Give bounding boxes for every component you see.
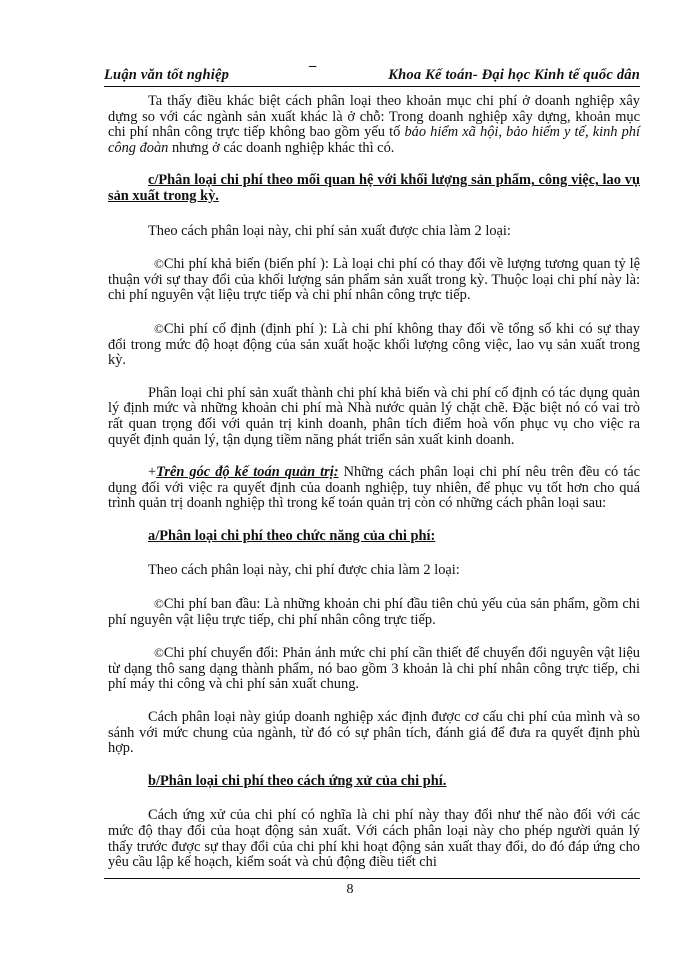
bullet-variable-cost <box>108 256 640 304</box>
section-heading-b: b/Phân loại chi phí theo cách ứng xử của chi phí. <box>148 772 447 789</box>
header-dash: – <box>309 58 317 74</box>
page-header <box>104 58 640 84</box>
bullet-conversion-cost <box>108 645 640 693</box>
bullet-text: Chi phí khả biến (biến phí ): Là loại chi phí có thay đổi về lượng tương quan tỷ lệ thuận với sự thay đổi của khối lượng sản phẩm sản xuất trong kỳ. Thuộc loại chi phí này là: chi phí nguyên vật liệu trực tiếp và chi phí nhân công trực tiếp. <box>108 256 640 304</box>
footer-divider <box>104 878 640 879</box>
paragraph-classification-purpose: Phân loại chi phí sản xuất thành chi phí khả biến và chi phí cố định có tác dụng quản lý định mức và những khoản chi phí mà Nhà nước quản lý chặt chẽ. Đặc biệt nó có vai trò rất quan trọng đối với quản trị kinh doanh, phân tích điểm hoà vốn phục vụ cho việc ra quyết định quản lý, tận dụng tiềm năng phát triển sản xuất kinh doanh. <box>108 384 640 448</box>
page-body <box>108 94 640 871</box>
bullet-initial-cost <box>108 596 640 628</box>
paragraph-text: Những cách phân loại chi phí nêu trên đều có tác dụng đối với việc ra quyết định của doanh nghiệp, tuy nhiên, để phục vụ tốt hơn cho quá trình quản trị doanh nghiệp thì trong kế toán quản trị còn có những cách phân loại sau: <box>108 464 641 512</box>
paragraph-management-accounting <box>108 465 640 512</box>
header-thesis-title: Luận văn tốt nghiệp <box>104 67 230 83</box>
paragraph-text: Ta thấy điều khác biệt cách phân loại theo khoản mục chi phí ở doanh nghiệp xây dựng so với các ngành sản xuất khác là ở chỗ: Trong doanh nghiệp xây dựng, khoản mục chi phí nhân công trực tiếp không bao gồm yếu tố <box>108 93 640 141</box>
copyright-bullet-icon: © <box>154 645 164 661</box>
paragraph-structure-benefit: Cách phân loại này giúp doanh nghiệp xác định được cơ cấu chi phí của mình và so sánh với mức chung của ngành, từ đó có sự phân tích, đánh giá để đưa ra quyết định phù hợp. <box>108 709 640 757</box>
paragraph-classification-intro: Theo cách phân loại này, chi phí sản xuất được chia làm 2 loại: <box>148 222 511 239</box>
section-heading-c: c/Phân loại chi phí theo mối quan hệ với khối lượng sản phẩm, công việc, lao vụ sản xuất trong kỳ. <box>108 172 640 204</box>
copyright-bullet-icon: © <box>154 596 164 612</box>
paragraph-text: nhưng ở các doanh nghiệp khác thì có. <box>168 139 395 156</box>
bullet-text: Chi phí ban đầu: Là những khoản chi phí đầu tiên chủ yếu của sản phẩm, gồm chi phí nguyên vật liệu trực tiếp, chi phí nhân công trực tiếp. <box>108 596 640 628</box>
section-heading-a: a/Phân loại chi phí theo chức năng của chi phí: <box>148 527 436 544</box>
plus-marker: + <box>148 464 157 481</box>
bullet-text: Chi phí chuyển đổi: Phản ánh mức chi phí cần thiết để chuyển đổi nguyên vật liệu từ dạng thô sang dạng thành phẩm, nó bao gồm 3 khoản là chi phí nhân công trực tiếp, chi phí máy thi công và chi phí sản xuất chung. <box>108 645 640 693</box>
bullet-text: Chi phí cố định (định phí ): Là chi phí không thay đổi về tổng số khi có sự thay đổi trong mức độ hoạt động của sản xuất hoặc khối lượng công việc, lao vụ sản xuất trong kỳ. <box>108 320 640 369</box>
paragraph-construction-difference <box>108 94 640 156</box>
page-number: 8 <box>346 882 354 897</box>
header-divider <box>104 86 640 87</box>
copyright-bullet-icon: © <box>154 256 164 272</box>
paragraph-italic-text: bảo hiểm xã hội, bảo hiểm y tế, kinh phí công đoàn <box>108 124 641 156</box>
bullet-fixed-cost <box>108 321 640 369</box>
paragraph-function-intro: Theo cách phân loại này, chi phí được chia làm 2 loại: <box>148 562 460 579</box>
paragraph-cost-behavior: Cách ứng xử của chi phí có nghĩa là chi phí này thay đổi như thế nào đối với các mức độ thay đổi của hoạt động sản xuất. Với cách phân loại này cho phép người quản lý thấy trước được sự thay đổi của chi phí khi hoạt động sản xuất thay đổi, do đó đáp ứng cho yêu cầu lập kế hoạch, kiểm soát và chủ động điều tiết chi <box>108 807 640 871</box>
header-faculty: Khoa Kế toán- Đại học Kinh tế quốc dân <box>388 67 640 83</box>
copyright-bullet-icon: © <box>154 320 164 336</box>
management-accounting-lead: Trên góc độ kế toán quản trị: <box>156 464 339 481</box>
